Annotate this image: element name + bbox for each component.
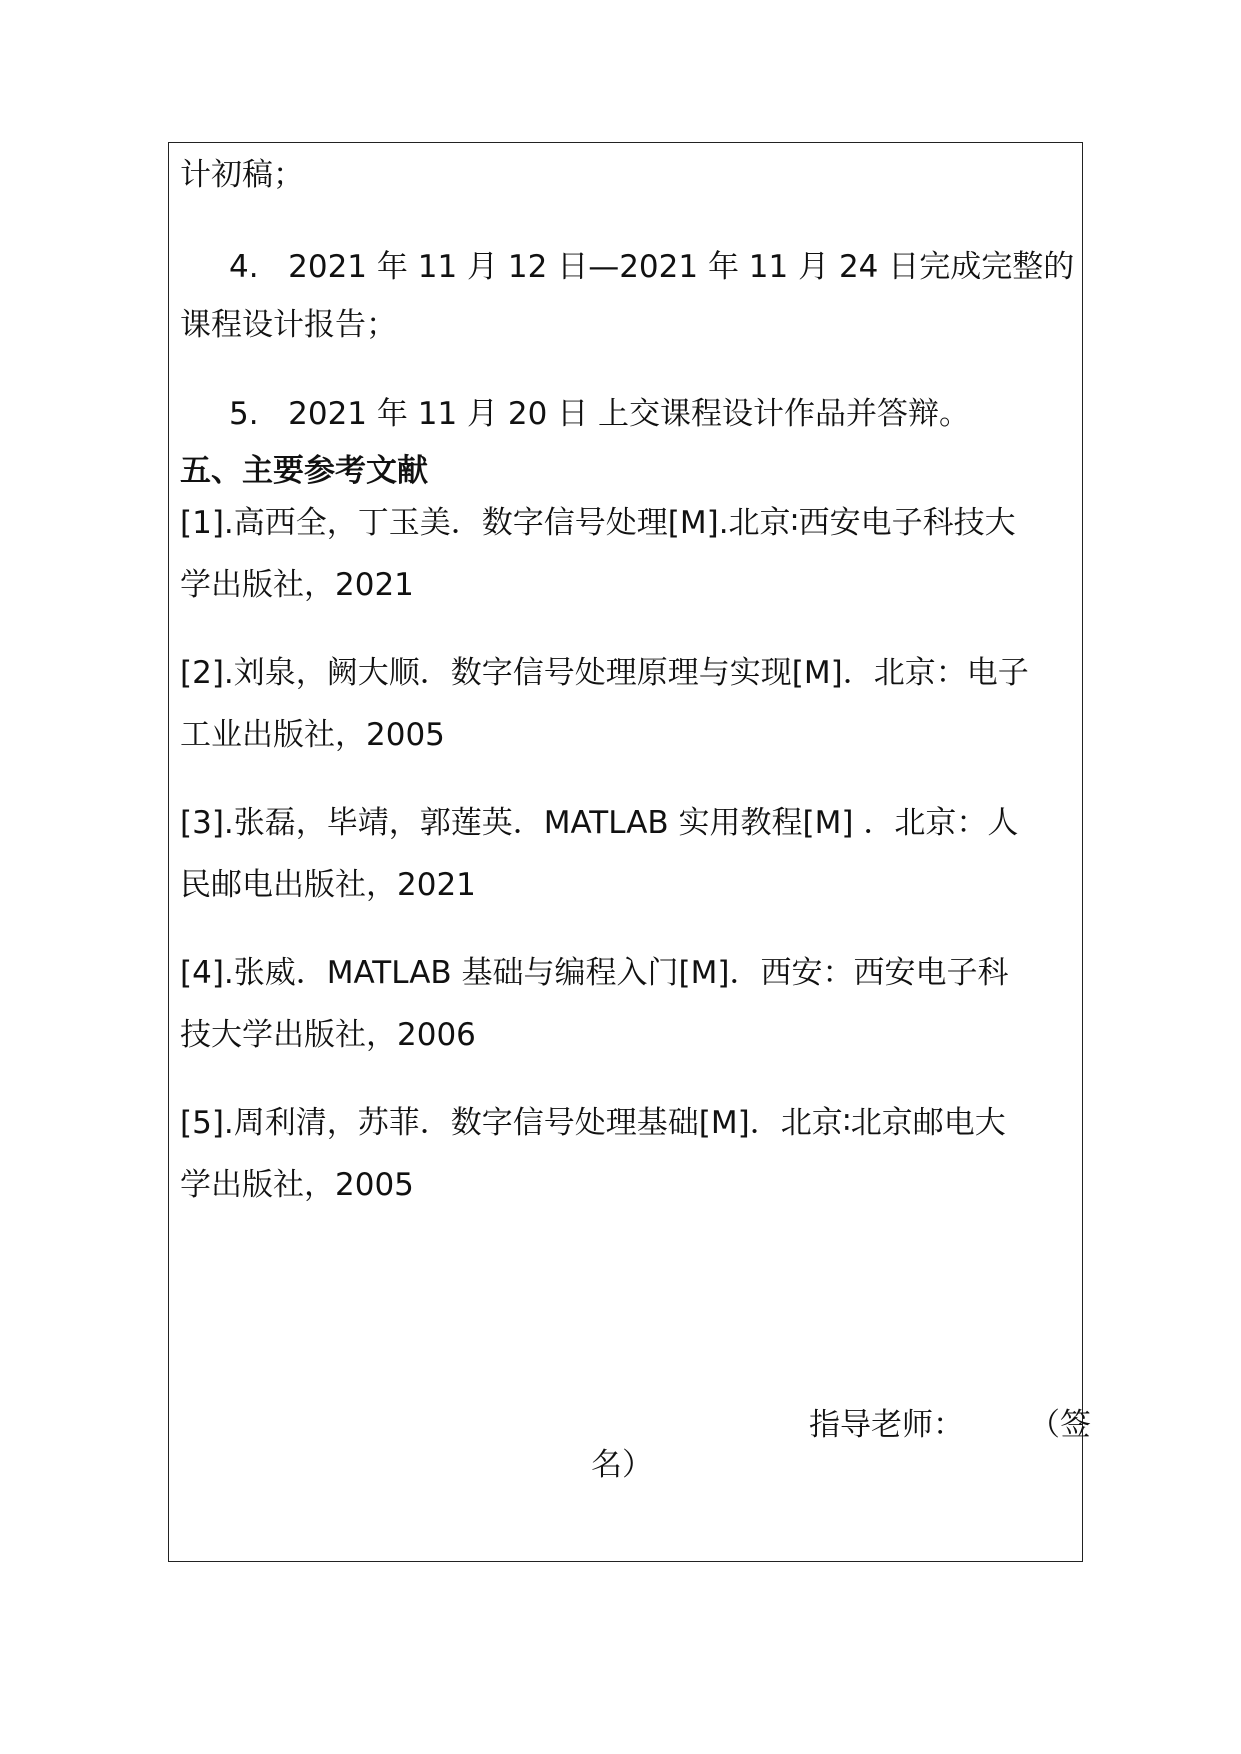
- signature-close: 名）: [591, 1447, 653, 1483]
- reference-5-line1: [5].周利清，苏菲．数字信号处理基础[M]．北京∶北京邮电大: [180, 1105, 1006, 1141]
- reference-2-line2: 工业出版社，2005: [180, 717, 445, 753]
- signature-open: （签: [1029, 1407, 1091, 1443]
- schedule-item-5-line1: 5. 2021 年 11 月 20 日 上交课程设计作品并答辩。: [229, 396, 971, 432]
- content-frame: [168, 142, 1091, 1562]
- reference-3-line2: 民邮电出版社，2021: [180, 867, 476, 903]
- reference-5-line2: 学出版社，2005: [180, 1167, 414, 1203]
- reference-2-line1: [2].刘泉，阙大顺．数字信号处理原理与实现[M]．北京：电子: [180, 655, 1029, 691]
- reference-3-line1: [3].张磊，毕靖，郭莲英．MATLAB 实用教程[M] ．北京：人: [180, 805, 1019, 841]
- schedule-item-4-line1: 4. 2021 年 11 月 12 日—2021 年 11 月 24 日完成完整的: [229, 249, 1075, 285]
- schedule-item-4-line2: 课程设计报告；: [180, 307, 397, 343]
- reference-4-line2: 技大学出版社，2006: [180, 1017, 476, 1053]
- schedule-line-tail: 计初稿；: [180, 157, 304, 193]
- references-heading: 五、主要参考文献: [180, 453, 428, 489]
- advisor-label: 指导老师：: [809, 1407, 964, 1443]
- reference-1-line2: 学出版社，2021: [180, 567, 414, 603]
- reference-1-line1: [1].高西全，丁玉美．数字信号处理[M].北京∶西安电子科技大: [180, 505, 1016, 541]
- reference-4-line1: [4].张威．MATLAB 基础与编程入门[M]．西安：西安电子科: [180, 955, 1009, 991]
